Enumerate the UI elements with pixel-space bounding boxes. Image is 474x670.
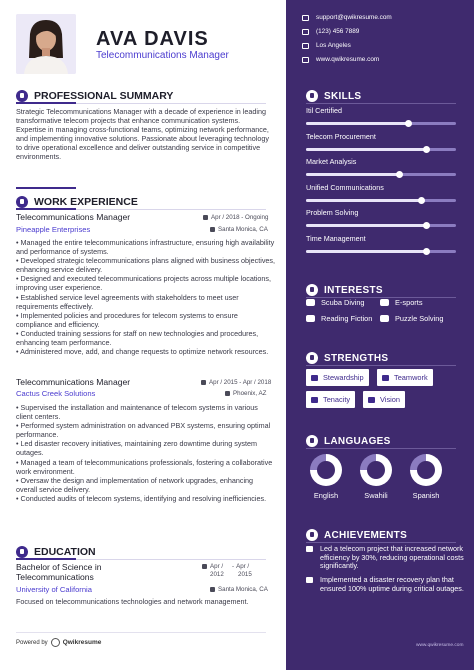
skills-heading — [306, 90, 361, 102]
summary-heading-text: PROFESSIONAL SUMMARY — [34, 90, 174, 102]
strength-label: Stewardship — [323, 373, 364, 382]
job-title: Telecommunications Manager — [16, 212, 131, 222]
interest-item — [380, 314, 443, 323]
strength-label: Tenacity — [323, 395, 351, 404]
calendar-icon — [202, 564, 207, 569]
interests-heading — [306, 284, 383, 296]
interest-item — [380, 298, 423, 307]
location-pin-icon — [210, 227, 215, 232]
divider — [16, 559, 266, 560]
job-location — [225, 390, 266, 397]
job-dates-text: Apr / 2015 - Apr / 2018 — [209, 379, 272, 386]
skill-slider — [306, 199, 456, 202]
user-icon — [16, 90, 28, 102]
edu-end-month: Apr / — [236, 563, 250, 570]
contact-location — [302, 42, 351, 49]
languages-heading — [306, 435, 391, 447]
experience-heading — [16, 196, 138, 208]
location-pin-icon — [210, 587, 215, 592]
experience-heading-text: WORK EXPERIENCE — [34, 196, 138, 208]
skill-slider — [306, 250, 456, 253]
job-dates — [201, 379, 271, 386]
badge-icon — [311, 375, 318, 381]
interests-heading-text: INTERESTS — [324, 284, 383, 296]
job-company: Pineapple Enterprises — [16, 225, 91, 234]
achievement-item — [306, 576, 464, 593]
strength-tag — [363, 391, 405, 408]
footer-divider — [16, 632, 266, 633]
language-label: Spanish — [412, 491, 440, 500]
divider — [16, 188, 266, 189]
skill-level-fill — [306, 122, 408, 125]
job-dates-text: Apr / 2018 - Ongoing — [211, 214, 269, 221]
location-pin-icon — [302, 43, 309, 49]
skill-label: Market Analysis — [306, 157, 357, 167]
skill-level-knob — [423, 146, 430, 153]
languages-heading-text: LANGUAGES — [324, 435, 391, 447]
job-title: Telecommunications Manager — [16, 377, 131, 387]
interest-item — [306, 314, 372, 323]
diving-icon — [306, 299, 315, 306]
language-label: Swahili — [364, 491, 388, 500]
gamepad-icon — [380, 299, 389, 306]
education-end: - Apr / 2015 — [232, 563, 252, 578]
education-heading — [16, 546, 96, 558]
skill-level-fill — [306, 224, 426, 227]
interest-item — [306, 298, 365, 307]
edu-start-year: 2012 — [210, 571, 224, 578]
candidate-role: Telecommunications Manager — [96, 50, 229, 61]
phone-icon — [302, 29, 309, 35]
job-location-text: Santa Monica, CA — [218, 226, 268, 233]
edu-end-year: 2015 — [238, 571, 252, 578]
achievement-text: Implemented a disaster recovery plan that ensured 100% uptime during critical outages. — [320, 575, 464, 593]
achievements-heading — [306, 529, 407, 541]
team-icon — [382, 375, 389, 381]
eye-icon — [368, 397, 375, 403]
qwikresume-logo-icon — [51, 638, 60, 647]
language-proficiency-ring — [410, 454, 442, 486]
skill-level-knob — [418, 197, 425, 204]
star-icon — [306, 352, 318, 364]
interest-label: E-sports — [395, 298, 423, 307]
skill-level-knob — [405, 120, 412, 127]
skills-heading-text: SKILLS — [324, 90, 362, 102]
job-company: Cactus Creek Solutions — [16, 389, 96, 398]
trophy-icon — [306, 546, 313, 552]
achievement-item — [306, 545, 464, 571]
strength-tag — [306, 369, 369, 386]
list-item: • Managed a team of telecommunications professionals, fostering a collaborative work environment. — [16, 457, 273, 476]
education-location — [210, 586, 268, 593]
language-proficiency-ring — [360, 454, 392, 486]
puzzle-icon — [380, 315, 389, 322]
divider — [306, 365, 456, 366]
skill-slider — [306, 173, 456, 176]
ring-center — [317, 461, 335, 479]
strength-tag — [377, 369, 433, 386]
strength-tag — [306, 391, 355, 408]
language-proficiency-ring — [310, 454, 342, 486]
footer-site[interactable]: www.qwikresume.com — [416, 643, 464, 648]
job-location-text: Phoenix, AZ — [233, 390, 267, 397]
achievement-text: Led a telecom project that increased network efficiency by 30%, reducing operational costs significantly. — [320, 544, 464, 571]
skill-level-fill — [306, 250, 426, 253]
profile-photo — [16, 14, 76, 74]
list-item: • Administered move, add, and change requests to optimize network resources. — [16, 347, 269, 357]
interest-label: Puzzle Solving — [395, 314, 444, 323]
contact-phone-text: (123) 456 7889 — [316, 28, 360, 35]
achievements-heading-text: ACHIEVEMENTS — [324, 529, 408, 541]
strengths-heading — [306, 352, 388, 364]
trophy-icon — [306, 529, 318, 541]
education-start — [202, 563, 224, 579]
edu-start-month: Apr / — [210, 563, 224, 570]
candidate-name: AVA DAVIS — [96, 28, 209, 50]
list-item: • Supervised the installation and maintenance of telecom systems in various client centers. — [16, 403, 258, 422]
footer-brand[interactable]: Qwikresume — [62, 639, 102, 646]
ring-center — [367, 461, 385, 479]
list-item: • Designed and executed telecommunications projects across multiple locations, improving user experience. — [16, 274, 272, 293]
skill-slider — [306, 148, 456, 151]
edu-location-text: Santa Monica, CA — [218, 586, 268, 593]
summary-heading — [16, 90, 173, 102]
skill-level-knob — [423, 248, 430, 255]
email-icon — [302, 15, 309, 21]
powered-by-text: Powered by — [16, 639, 48, 646]
skill-label: Telecom Procurement — [306, 131, 376, 141]
lightbulb-icon — [306, 90, 318, 102]
skill-label: Time Management — [306, 234, 366, 243]
list-item: • Performed system administration on advanced PBX systems, ensuring optimal performance. — [16, 421, 271, 440]
rocket-icon — [306, 284, 318, 296]
skill-level-knob — [423, 222, 430, 229]
job-bullets — [16, 403, 276, 503]
list-item: • Conducted training sessions for staff on new technologies and procedures, enhancing team performance. — [16, 328, 259, 348]
list-item: • Developed strategic telecommunications plans aligned with business objectives, enhancing service delivery. — [16, 256, 276, 275]
interest-label: Reading Fiction — [321, 314, 373, 323]
skill-level-fill — [306, 148, 426, 151]
degree-line-1: Bachelor of Science in — [16, 562, 102, 572]
strengths-heading-text: STRENGTHS — [324, 352, 389, 364]
globe-icon — [302, 57, 309, 63]
contact-website[interactable] — [302, 56, 379, 63]
briefcase-icon — [16, 196, 28, 208]
contact-website-text: www.qwikresume.com — [316, 56, 380, 63]
degree-line-2: Telecommunications — [16, 572, 94, 582]
strength-label: Vision — [380, 395, 400, 404]
divider — [306, 542, 456, 543]
skill-slider — [306, 224, 456, 227]
job-location — [210, 226, 268, 233]
skill-slider — [306, 122, 456, 125]
trend-icon — [311, 397, 318, 403]
contact-phone — [302, 28, 359, 35]
skill-level-knob — [396, 171, 403, 178]
contact-location-text: Los Angeles — [316, 42, 351, 49]
list-item: • Established service level agreements with stakeholders to meet user requirements effectively. — [16, 292, 239, 311]
calendar-icon — [201, 380, 206, 385]
calendar-icon — [203, 215, 208, 220]
list-item: • Conducted audits of telecom systems, identifying and resolving inefficiencies. — [16, 493, 267, 503]
contact-email[interactable] — [302, 14, 392, 21]
graduation-cap-icon — [16, 546, 28, 558]
trophy-icon — [306, 577, 313, 583]
job-bullets — [16, 238, 276, 356]
skill-label: Problem Solving — [306, 208, 359, 218]
strength-label: Teamwork — [394, 373, 428, 382]
skill-label: Unified Communications — [306, 182, 384, 192]
list-item: • Implemented policies and procedures for telecom systems to ensure compliance and efficiency. — [16, 310, 238, 329]
skill-label: Itil Certified — [306, 106, 342, 115]
divider — [306, 448, 456, 449]
location-pin-icon — [225, 391, 230, 396]
footer — [16, 638, 101, 647]
skill-level-fill — [306, 173, 399, 176]
job-dates — [203, 214, 268, 221]
skill-level-fill — [306, 199, 422, 202]
ring-center — [417, 461, 435, 479]
education-heading-text: EDUCATION — [34, 546, 96, 558]
interest-label: Scuba Diving — [321, 298, 365, 307]
avatar-icon — [16, 14, 76, 74]
list-item: • Led disaster recovery initiatives, maintaining zero downtime during system outages. — [16, 439, 258, 458]
list-item: • Managed the entire telecommunications infrastructure, ensuring high availability and performance of systems. — [16, 238, 275, 257]
chat-icon — [306, 435, 318, 447]
school-name: University of California — [16, 585, 92, 594]
book-icon — [306, 315, 315, 322]
divider — [16, 209, 266, 210]
contact-email-text: support@qwikresume.com — [316, 14, 392, 21]
divider — [16, 103, 266, 104]
divider — [306, 103, 456, 104]
summary-text: Strategic Telecommunications Manager with a decade of experience in leading transformative telecom projects that enhance communication systems. Expertise in managing cross-functional teams, optimizing network performance, and implementing innovative solutions. Passionate about leveraging technology to drive operational excellence and deliver outstanding service in competitive environments. — [16, 107, 269, 162]
education-note: Focused on telecommunications technologies and network management. — [16, 597, 249, 606]
list-item: • Oversaw the design and implementation of network upgrades, enhancing overall service delivery. — [16, 475, 254, 494]
language-label: English — [313, 491, 339, 500]
sidebar — [286, 0, 474, 670]
